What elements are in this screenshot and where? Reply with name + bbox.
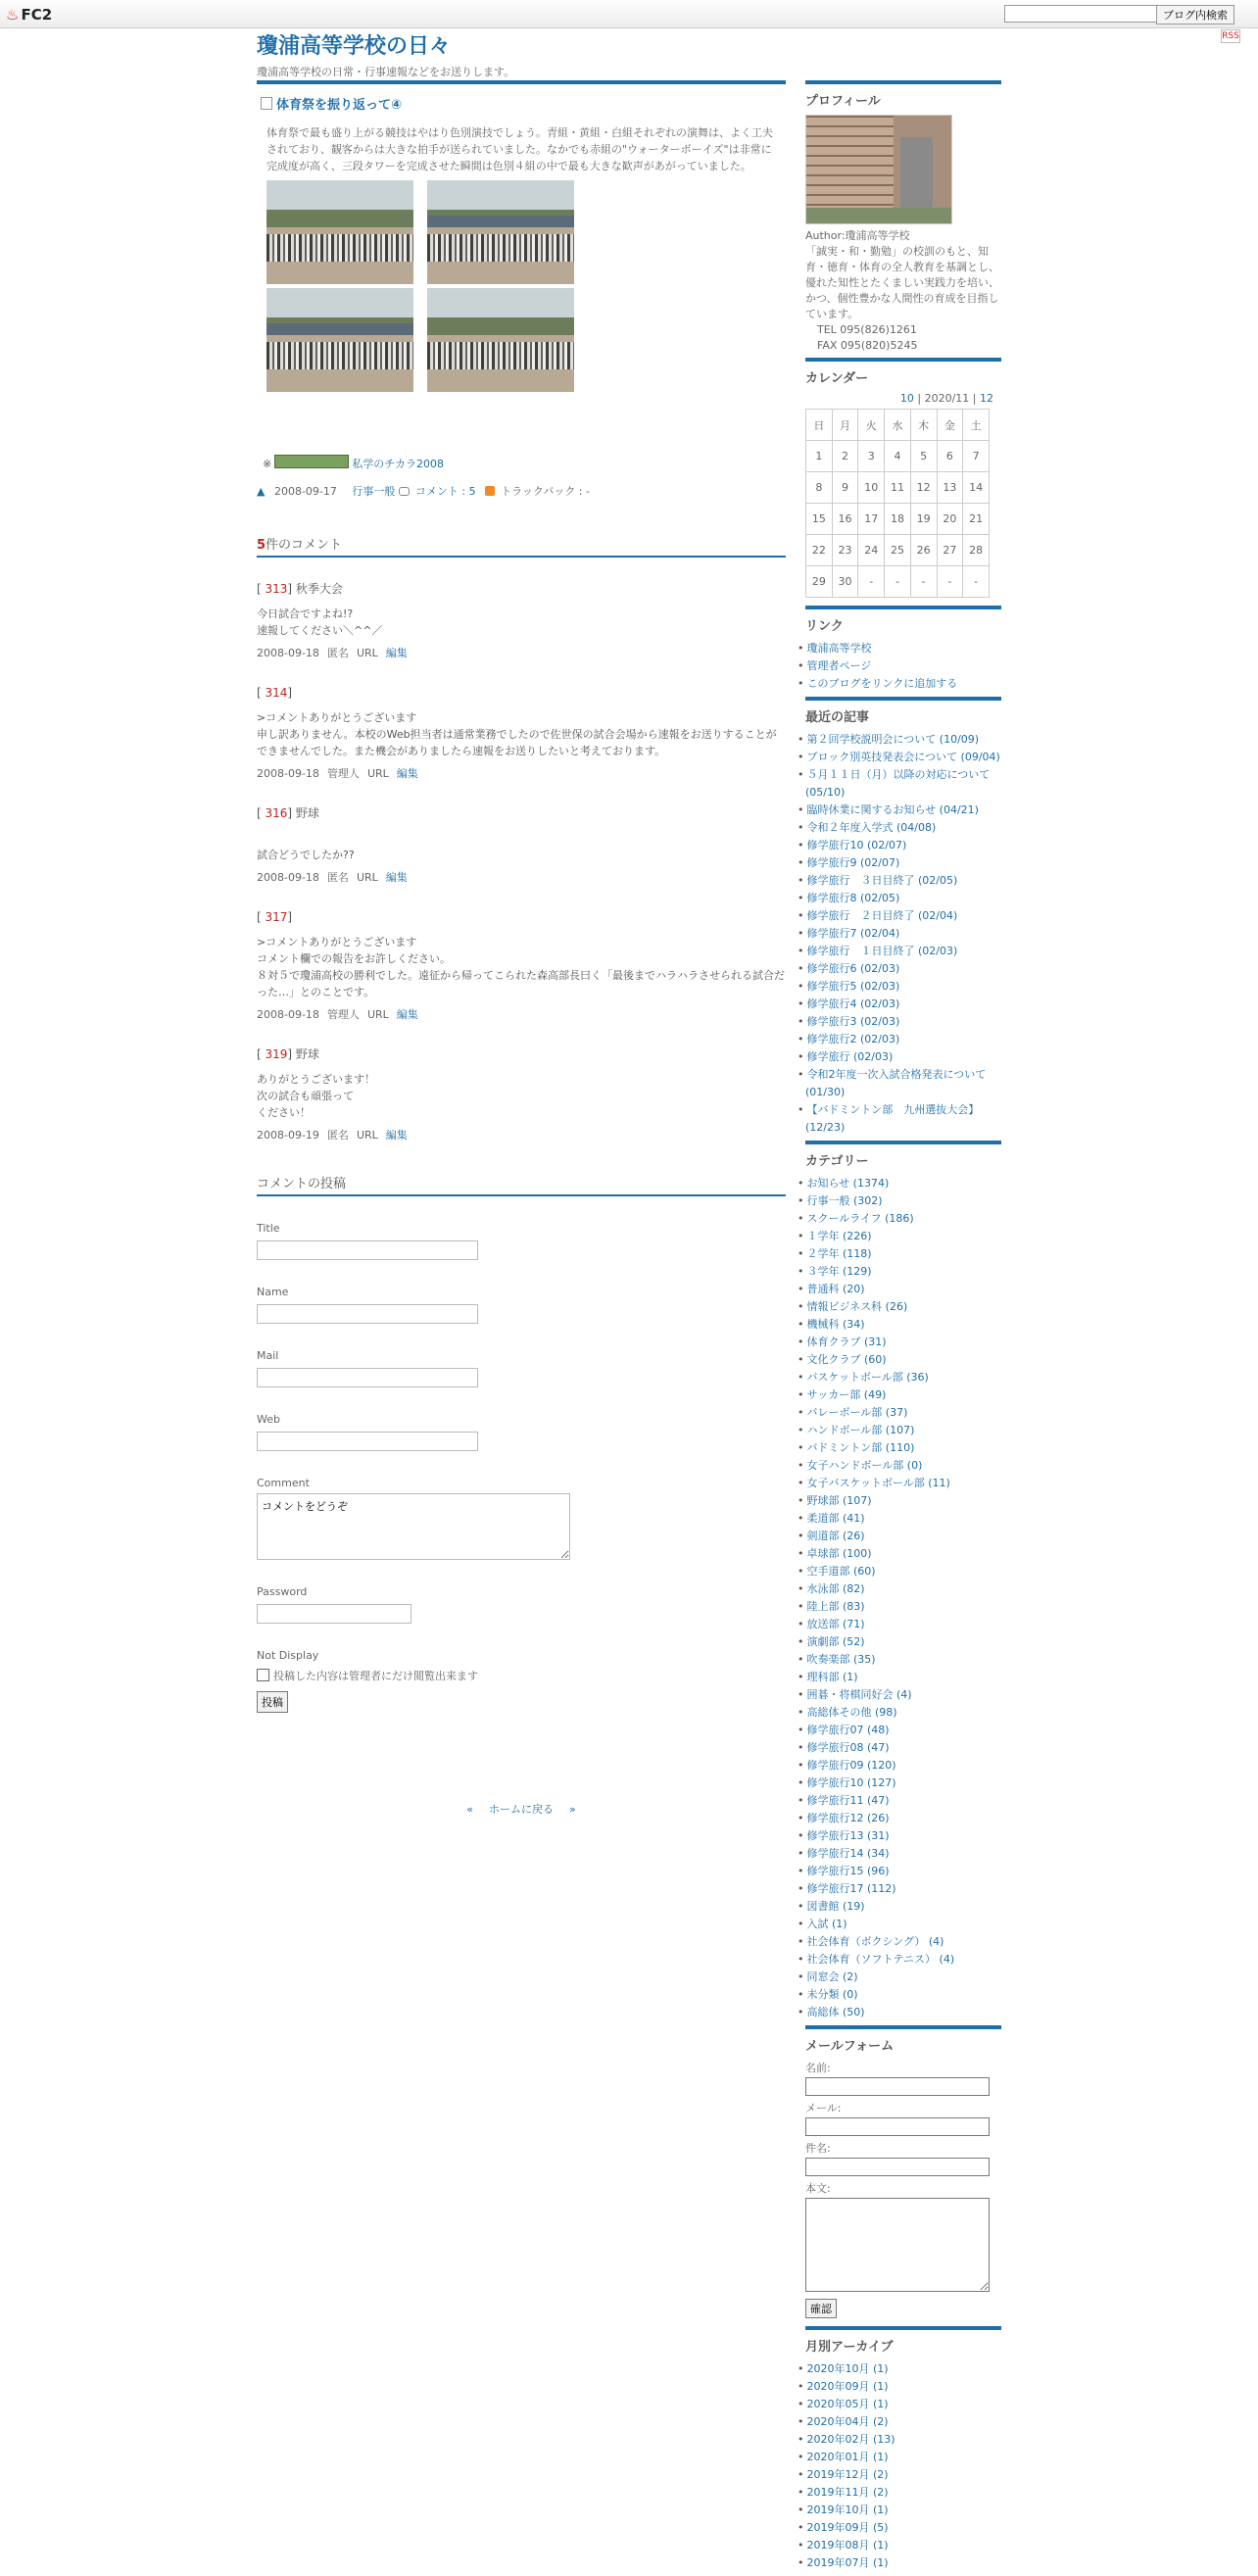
links-heading: リンク — [805, 606, 1001, 634]
trackback-icon — [485, 486, 495, 496]
calendar-day: 10 — [858, 472, 885, 504]
recent-block — [805, 697, 1001, 1137]
profile-fax: FAX 095(820)5245 — [817, 339, 918, 352]
comment-item — [257, 1046, 786, 1143]
home-link[interactable]: ホームに戻る — [489, 1803, 554, 1816]
recent-entry-link[interactable]: • ５月１１日（月）以降の対応について (05/10) — [805, 766, 1001, 802]
comment-title: 秋季大会 — [295, 582, 343, 596]
mail-label: Mail — [257, 1349, 279, 1362]
comment-text: >コメントありがとうございます コメント欄での報告をお許しください。 ８対５で瓊浦高校の勝利でした。遠征から帰ってこられた森高部長曰く「最後までハラハラさせられる試合だった…」とのことです。 — [257, 936, 785, 998]
category-link[interactable]: • 女子ハンドボール部 (0) — [805, 1457, 1001, 1475]
category-link[interactable]: • 行事一般 (302) — [805, 1192, 1001, 1210]
link-item[interactable]: • 管理者ページ — [805, 657, 1001, 675]
archive-link[interactable]: • 2020年01月 (1) — [805, 2449, 1001, 2466]
recent-entry-link[interactable]: • 修学旅行5 (02/03) — [805, 978, 1001, 996]
comment-author: 匿名 — [326, 647, 349, 659]
calendar-next-link[interactable]: 12 — [980, 392, 993, 405]
category-link[interactable]: • 囲碁・将棋同好会 (4) — [805, 1686, 1001, 1704]
comment-meta — [257, 645, 786, 661]
blog-description: 瓊浦高等学校の日常・行事速報などをお送りします。 — [257, 66, 515, 78]
next-entry-link[interactable]: » — [569, 1803, 576, 1816]
comment-number: 314 — [265, 686, 288, 700]
triangle-up-icon: ▲ — [257, 485, 266, 498]
mailform-block — [805, 2025, 1001, 2318]
comment-edit-link[interactable]: 編集 — [385, 647, 408, 659]
comment-date: 2008-09-18 — [257, 767, 319, 780]
name-field[interactable] — [257, 1304, 478, 1324]
category-link[interactable]: • サッカー部 (49) — [805, 1386, 1001, 1404]
category-link[interactable]: • バドミントン部 (110) — [805, 1439, 1001, 1457]
calendar-day: - — [885, 566, 911, 598]
calendar-day-header: 水 — [885, 410, 911, 441]
rss-icon[interactable]: RSS — [1222, 31, 1239, 41]
category-link[interactable]: • 修学旅行11 (47) — [805, 1792, 1001, 1810]
entry-category-link[interactable]: 行事一般 — [352, 485, 396, 498]
comment-date: 2008-09-18 — [257, 1008, 319, 1021]
calendar-day: 23 — [832, 535, 858, 566]
calendar-current: 2020/11 — [924, 392, 970, 405]
category-link[interactable]: • バスケットボール部 (36) — [805, 1369, 1001, 1386]
calendar-day: 1 — [806, 441, 833, 472]
category-link[interactable]: • 文化クラブ (60) — [805, 1351, 1001, 1369]
calendar-day: 14 — [963, 472, 990, 504]
secret-checkbox[interactable] — [257, 1669, 269, 1681]
calendar-day: 29 — [806, 566, 833, 598]
category-link[interactable]: • 情報ビジネス科 (26) — [805, 1298, 1001, 1316]
comment-icon — [399, 487, 410, 496]
calendar-day-header: 月 — [832, 410, 858, 441]
web-label: Web — [257, 1413, 280, 1426]
profile-heading: プロフィール — [805, 80, 1001, 109]
mailform-body-field[interactable] — [805, 2198, 990, 2292]
category-link[interactable]: • 修学旅行08 (47) — [805, 1739, 1001, 1757]
calendar-day: 16 — [832, 504, 858, 535]
calendar-day: 3 — [858, 441, 885, 472]
calendar-day: 30 — [832, 566, 858, 598]
comments-heading: 5件のコメント — [257, 534, 786, 558]
calendar-day: 24 — [858, 535, 885, 566]
entry-date: ▲ 2008-09-17 — [257, 485, 337, 498]
link-item[interactable]: • 瓊浦高等学校 — [805, 640, 1001, 657]
blog-search-button[interactable]: ブログ内検索 — [1156, 5, 1234, 24]
category-link[interactable]: • 理科部 (1) — [805, 1669, 1001, 1686]
entry-trackback: トラックバック : - — [485, 485, 596, 498]
category-link[interactable]: • 演劇部 (52) — [805, 1633, 1001, 1651]
comment-text: 今日試合ですよね!? 速報してください＼^^／ — [257, 608, 383, 637]
category-link[interactable]: • 高総体 (50) — [805, 2004, 1001, 2021]
calendar-day: 9 — [832, 472, 858, 504]
recent-entry-link[interactable]: • 修学旅行 １日目終了 (02/03) — [805, 943, 1001, 960]
sponsor-link[interactable]: 私学のチカラ2008 — [352, 458, 444, 470]
mailform-mail-field[interactable] — [805, 2117, 990, 2136]
category-link[interactable]: • 修学旅行09 (120) — [805, 1757, 1001, 1774]
recent-entry-link[interactable]: • 修学旅行2 (02/03) — [805, 1031, 1001, 1048]
calendar-day: 18 — [885, 504, 911, 535]
entry-footer — [257, 483, 786, 499]
calendar-day-header: 火 — [858, 410, 885, 441]
comment-url: URL — [366, 767, 389, 780]
calendar-day: - — [858, 566, 885, 598]
category-link[interactable]: • 体育クラブ (31) — [805, 1334, 1001, 1351]
comment-title: 野球 — [295, 806, 319, 820]
comment-number: 313 — [265, 582, 288, 596]
category-link[interactable]: • 修学旅行15 (96) — [805, 1863, 1001, 1880]
category-link[interactable]: • ハンドボール部 (107) — [805, 1422, 1001, 1439]
category-link[interactable]: • 修学旅行13 (31) — [805, 1827, 1001, 1845]
category-link[interactable]: • 修学旅行10 (127) — [805, 1774, 1001, 1792]
profile-author: Author:瓊浦高等学校 — [805, 229, 910, 242]
archive-link[interactable]: • 2019年08月 (1) — [805, 2537, 1001, 2554]
comment-label: Comment — [257, 1477, 310, 1489]
category-link[interactable]: • 野球部 (107) — [805, 1492, 1001, 1510]
archive-link[interactable]: • 2019年10月 (1) — [805, 2502, 1001, 2519]
category-link[interactable]: • 機械科 (34) — [805, 1316, 1001, 1334]
web-field[interactable] — [257, 1432, 478, 1451]
sponsor-banner[interactable] — [274, 455, 349, 468]
comment-header: [ 314] — [257, 686, 293, 700]
comment-author: 管理人 — [326, 1008, 360, 1021]
profile-tel: TEL 095(826)1261 — [817, 323, 917, 336]
comment-number: 319 — [265, 1047, 288, 1061]
category-link[interactable]: • 社会体育（ボクシング） (4) — [805, 1933, 1001, 1951]
blog-search-input[interactable] — [1004, 5, 1157, 23]
calendar-day: - — [910, 566, 937, 598]
comment-author: 匿名 — [326, 871, 349, 884]
recent-entry-link[interactable]: • 修学旅行 ２日目終了 (02/04) — [805, 907, 1001, 925]
category-heading: カテゴリー — [805, 1141, 1001, 1169]
password-field[interactable] — [257, 1604, 411, 1624]
comment-text: ありがとうございます！ 次の試合も頑張って ください！ — [257, 1073, 375, 1119]
calendar-day-header: 金 — [937, 410, 963, 441]
comment-list — [257, 581, 786, 1143]
post-comment-button[interactable]: 投稿 — [257, 1691, 288, 1713]
recent-entry-link[interactable]: • 修学旅行6 (02/03) — [805, 960, 1001, 978]
entry-top-bar — [257, 80, 786, 84]
comment-url: URL — [356, 647, 378, 659]
category-block — [805, 1141, 1001, 2021]
mailform-name-label: 名前: — [805, 2062, 831, 2074]
recent-entry-link[interactable]: • 修学旅行8 (02/05) — [805, 890, 1001, 907]
calendar-day: 25 — [885, 535, 911, 566]
comment-date: 2008-09-18 — [257, 871, 319, 884]
category-link[interactable]: • 修学旅行07 (48) — [805, 1722, 1001, 1739]
mailform-confirm-button[interactable]: 確認 — [805, 2299, 837, 2318]
archive-link[interactable]: • 2019年07月 (1) — [805, 2554, 1001, 2572]
recent-entry-link[interactable]: • 令和2年度一次入試合格発表について (01/30) — [805, 1066, 1001, 1101]
calendar-day: 5 — [910, 441, 937, 472]
links-block — [805, 606, 1001, 693]
category-link[interactable]: • 図書館 (19) — [805, 1898, 1001, 1916]
calendar-day: 12 — [910, 472, 937, 504]
archive-block — [805, 2326, 1001, 2572]
mailform-heading: メールフォーム — [805, 2025, 1001, 2054]
comment-author: 管理人 — [326, 767, 360, 780]
category-link[interactable]: • 空手道部 (60) — [805, 1563, 1001, 1580]
comment-url: URL — [366, 1008, 389, 1021]
calendar-prev-link[interactable]: 10 — [899, 392, 914, 405]
calendar-day: 6 — [937, 441, 963, 472]
category-list — [805, 1175, 1001, 2021]
fc2-logo[interactable]: ♨ FC2 — [6, 6, 53, 24]
calendar-day-header: 木 — [910, 410, 937, 441]
mail-field[interactable] — [257, 1368, 478, 1387]
recent-entry-link[interactable]: • 修学旅行 ３日目終了 (02/05) — [805, 872, 1001, 890]
blog-title[interactable]: 瓊浦高等学校の日々 — [257, 34, 452, 59]
category-link[interactable]: • 剣道部 (26) — [805, 1528, 1001, 1545]
photo-field[interactable] — [427, 288, 574, 392]
calendar-day-header: 日 — [806, 410, 833, 441]
comment-textarea[interactable] — [257, 1493, 570, 1560]
recent-entry-link[interactable]: • 【バドミントン部 九州選抜大会】 (12/23) — [805, 1101, 1001, 1137]
title-label: Title — [257, 1222, 280, 1235]
calendar-block — [805, 358, 1001, 598]
comment-url: URL — [356, 871, 378, 884]
password-label: Password — [257, 1585, 308, 1598]
comment-header: [ 316] 野球 — [257, 806, 319, 820]
calendar-day: 11 — [885, 472, 911, 504]
recent-entry-link[interactable]: • 臨時休業に関するお知らせ (04/21) — [805, 802, 1001, 819]
name-label: Name — [257, 1286, 289, 1298]
mailform-name-field[interactable] — [805, 2077, 990, 2096]
category-link[interactable]: • スクールライフ (186) — [805, 1210, 1001, 1228]
category-link[interactable]: • 陸上部 (83) — [805, 1598, 1001, 1616]
comment-number: 317 — [265, 910, 288, 924]
comment-date: 2008-09-18 — [257, 647, 319, 659]
profile-avatar — [805, 115, 952, 224]
photo-dance[interactable] — [427, 180, 574, 284]
calendar-heading: カレンダー — [805, 358, 1001, 386]
photo-group[interactable] — [266, 288, 413, 392]
recent-entry-link[interactable]: • 修学旅行10 (02/07) — [805, 837, 1001, 854]
recent-entry-link[interactable]: • 修学旅行9 (02/07) — [805, 854, 1001, 872]
recent-entry-link[interactable]: • 修学旅行3 (02/03) — [805, 1013, 1001, 1031]
category-link[interactable]: • 女子バスケットボール部 (11) — [805, 1475, 1001, 1492]
recent-heading: 最近の記事 — [805, 697, 1001, 725]
category-link[interactable]: • 卓球部 (100) — [805, 1545, 1001, 1563]
not-display-label: Not Display — [257, 1649, 319, 1662]
category-link[interactable]: • 社会体育（ソフトテニス） (4) — [805, 1951, 1001, 1968]
archive-link[interactable]: • 2020年04月 (2) — [805, 2413, 1001, 2431]
category-link[interactable]: • お知らせ (1374) — [805, 1175, 1001, 1192]
comment-meta — [257, 1006, 786, 1023]
calendar-day: 2 — [832, 441, 858, 472]
category-link[interactable]: • 未分類 (0) — [805, 1986, 1001, 2004]
comment-item — [257, 685, 786, 782]
comment-title: 野球 — [295, 1047, 319, 1061]
archive-link[interactable]: • 2019年12月 (2) — [805, 2466, 1001, 2484]
pager — [257, 1801, 786, 1817]
entry-body: 体育祭で最も盛り上がる競技はやはり色別演技でしょう。青組・黄組・白組それぞれの演舞は、よく工夫されており、観客からは大きな拍手が送られていました。なかでも赤組の"ウォーターボーイズ"は非常に完成度が高く、三段タワーを完成させた瞬間は色別４組の中で最も大きな歓声があがっていました。 — [266, 126, 773, 172]
comment-item — [257, 805, 786, 886]
comment-text: >コメントありがとうございます 申し訳ありません。本校のWeb担当者は通常業務でしたので佐世保の試合会場から速報をお送りすることができませんでした。また機会がありましたら速報をお送りしたいと考えております。 — [257, 711, 777, 757]
category-link[interactable]: • 修学旅行14 (34) — [805, 1845, 1001, 1863]
photo-tower[interactable] — [266, 180, 413, 284]
category-link[interactable]: • 修学旅行17 (112) — [805, 1880, 1001, 1898]
calendar-day: 19 — [910, 504, 937, 535]
calendar-day: 28 — [963, 535, 990, 566]
calendar-day: 21 — [963, 504, 990, 535]
archive-link[interactable]: • 2019年11月 (2) — [805, 2484, 1001, 2502]
category-link[interactable]: • 修学旅行12 (26) — [805, 1810, 1001, 1827]
main-column — [257, 80, 786, 1817]
comment-meta — [257, 869, 786, 886]
archive-link[interactable]: • 2020年09月 (1) — [805, 2378, 1001, 2396]
category-link[interactable]: • 放送部 (71) — [805, 1616, 1001, 1633]
category-link[interactable]: • 水泳部 (82) — [805, 1580, 1001, 1598]
calendar-day: 4 — [885, 441, 911, 472]
category-link[interactable]: • ３学年 (129) — [805, 1263, 1001, 1281]
calendar-day: - — [937, 566, 963, 598]
calendar-day: 13 — [937, 472, 963, 504]
calendar-day: 27 — [937, 535, 963, 566]
comment-author: 匿名 — [326, 1129, 349, 1142]
comment-meta — [257, 765, 786, 782]
comment-form-heading: コメントの投稿 — [257, 1173, 786, 1196]
calendar-day: 15 — [806, 504, 833, 535]
comment-meta — [257, 1127, 786, 1143]
category-link[interactable]: • ２学年 (118) — [805, 1245, 1001, 1263]
archive-heading: 月別アーカイブ — [805, 2326, 1001, 2355]
category-link[interactable]: • 同窓会 (2) — [805, 1968, 1001, 1986]
recent-entry-link[interactable]: • 第２回学校説明会について (10/09) — [805, 731, 1001, 749]
calendar-day: - — [963, 566, 990, 598]
archive-link[interactable]: • 2020年02月 (13) — [805, 2431, 1001, 2449]
calendar-day: 22 — [806, 535, 833, 566]
calendar-day-header: 土 — [963, 410, 990, 441]
archive-list — [805, 2360, 1001, 2572]
category-link[interactable]: • 柔道部 (41) — [805, 1510, 1001, 1528]
prev-entry-link[interactable]: « — [466, 1803, 473, 1816]
title-field[interactable] — [257, 1240, 478, 1260]
calendar-day: 26 — [910, 535, 937, 566]
mailform-subject-label: 件名: — [805, 2142, 831, 2155]
archive-link[interactable]: • 2020年05月 (1) — [805, 2396, 1001, 2413]
mailform-subject-field[interactable] — [805, 2158, 990, 2176]
calendar-day: 20 — [937, 504, 963, 535]
category-link[interactable]: • １学年 (226) — [805, 1228, 1001, 1245]
page-icon — [261, 97, 272, 110]
entry-photos — [266, 180, 590, 396]
recent-entry-link[interactable]: • 令和２年度入学式 (04/08) — [805, 819, 1001, 837]
recent-entry-link[interactable]: • 修学旅行 (02/03) — [805, 1048, 1001, 1066]
calendar-day: 17 — [858, 504, 885, 535]
fc2-logo-mark: ♨ — [6, 6, 20, 24]
calendar-day: 7 — [963, 441, 990, 472]
category-link[interactable]: • 高総体その他 (98) — [805, 1704, 1001, 1722]
archive-link[interactable]: • 2019年09月 (5) — [805, 2519, 1001, 2537]
profile-block — [805, 80, 1001, 354]
category-link[interactable]: • 普通科 (20) — [805, 1281, 1001, 1298]
category-link[interactable]: • バレーボール部 (37) — [805, 1404, 1001, 1422]
entry-comments[interactable]: コメント : 5 — [399, 485, 476, 498]
comment-url: URL — [356, 1129, 378, 1142]
comment-edit-link[interactable]: 編集 — [385, 871, 408, 884]
category-link[interactable]: • 吹奏楽部 (35) — [805, 1651, 1001, 1669]
recent-list — [805, 731, 1001, 1137]
category-link[interactable]: • 入試 (1) — [805, 1916, 1001, 1933]
calendar-nav: 10 | 2020/11 | 12 — [899, 392, 993, 405]
calendar-table — [805, 409, 990, 598]
sidebar — [805, 80, 1001, 2576]
links-list — [805, 640, 1001, 693]
recent-entry-link[interactable]: • ブロック別英技発表会について (09/04) — [805, 749, 1001, 766]
comment-item — [257, 909, 786, 1023]
sponsor-row — [263, 455, 786, 471]
comment-number: 316 — [265, 806, 288, 820]
comment-header: [ 319] 野球 — [257, 1047, 319, 1061]
entry-title[interactable]: 体育祭を振り返って④ — [261, 94, 786, 113]
secret-row: 投稿した内容は管理者にだけ閲覧出来ます — [257, 1668, 786, 1683]
comment-header: [ 317] — [257, 910, 293, 924]
sponsor-bullet-icon: ※ — [263, 458, 272, 470]
profile-text: 「誠実・和・勤勉」の校訓のもと、知育・徳育・体育の全人教育を基調とし、優れた知性とたくましい実践力を培い、かつ、個性豊かな人間性の育成を目指しています。 — [805, 245, 999, 320]
link-item[interactable]: • このブログをリンクに追加する — [805, 675, 1001, 693]
mailform-mail-label: メール: — [805, 2102, 842, 2114]
archive-link[interactable]: • 2020年10月 (1) — [805, 2360, 1001, 2378]
comment-item — [257, 581, 786, 661]
comment-edit-link[interactable]: 編集 — [396, 1008, 418, 1021]
fc2-toolbar — [0, 0, 1258, 28]
comment-text: 試合どうでしたか?? — [257, 849, 355, 861]
comment-header: [ 313] 秋季大会 — [257, 582, 343, 596]
comment-edit-link[interactable]: 編集 — [385, 1129, 408, 1142]
recent-entry-link[interactable]: • 修学旅行4 (02/03) — [805, 996, 1001, 1013]
mailform-body-label: 本文: — [805, 2182, 831, 2195]
comment-edit-link[interactable]: 編集 — [396, 767, 418, 780]
comment-date: 2008-09-19 — [257, 1129, 319, 1142]
calendar-day: 8 — [806, 472, 833, 504]
recent-entry-link[interactable]: • 修学旅行7 (02/04) — [805, 925, 1001, 943]
